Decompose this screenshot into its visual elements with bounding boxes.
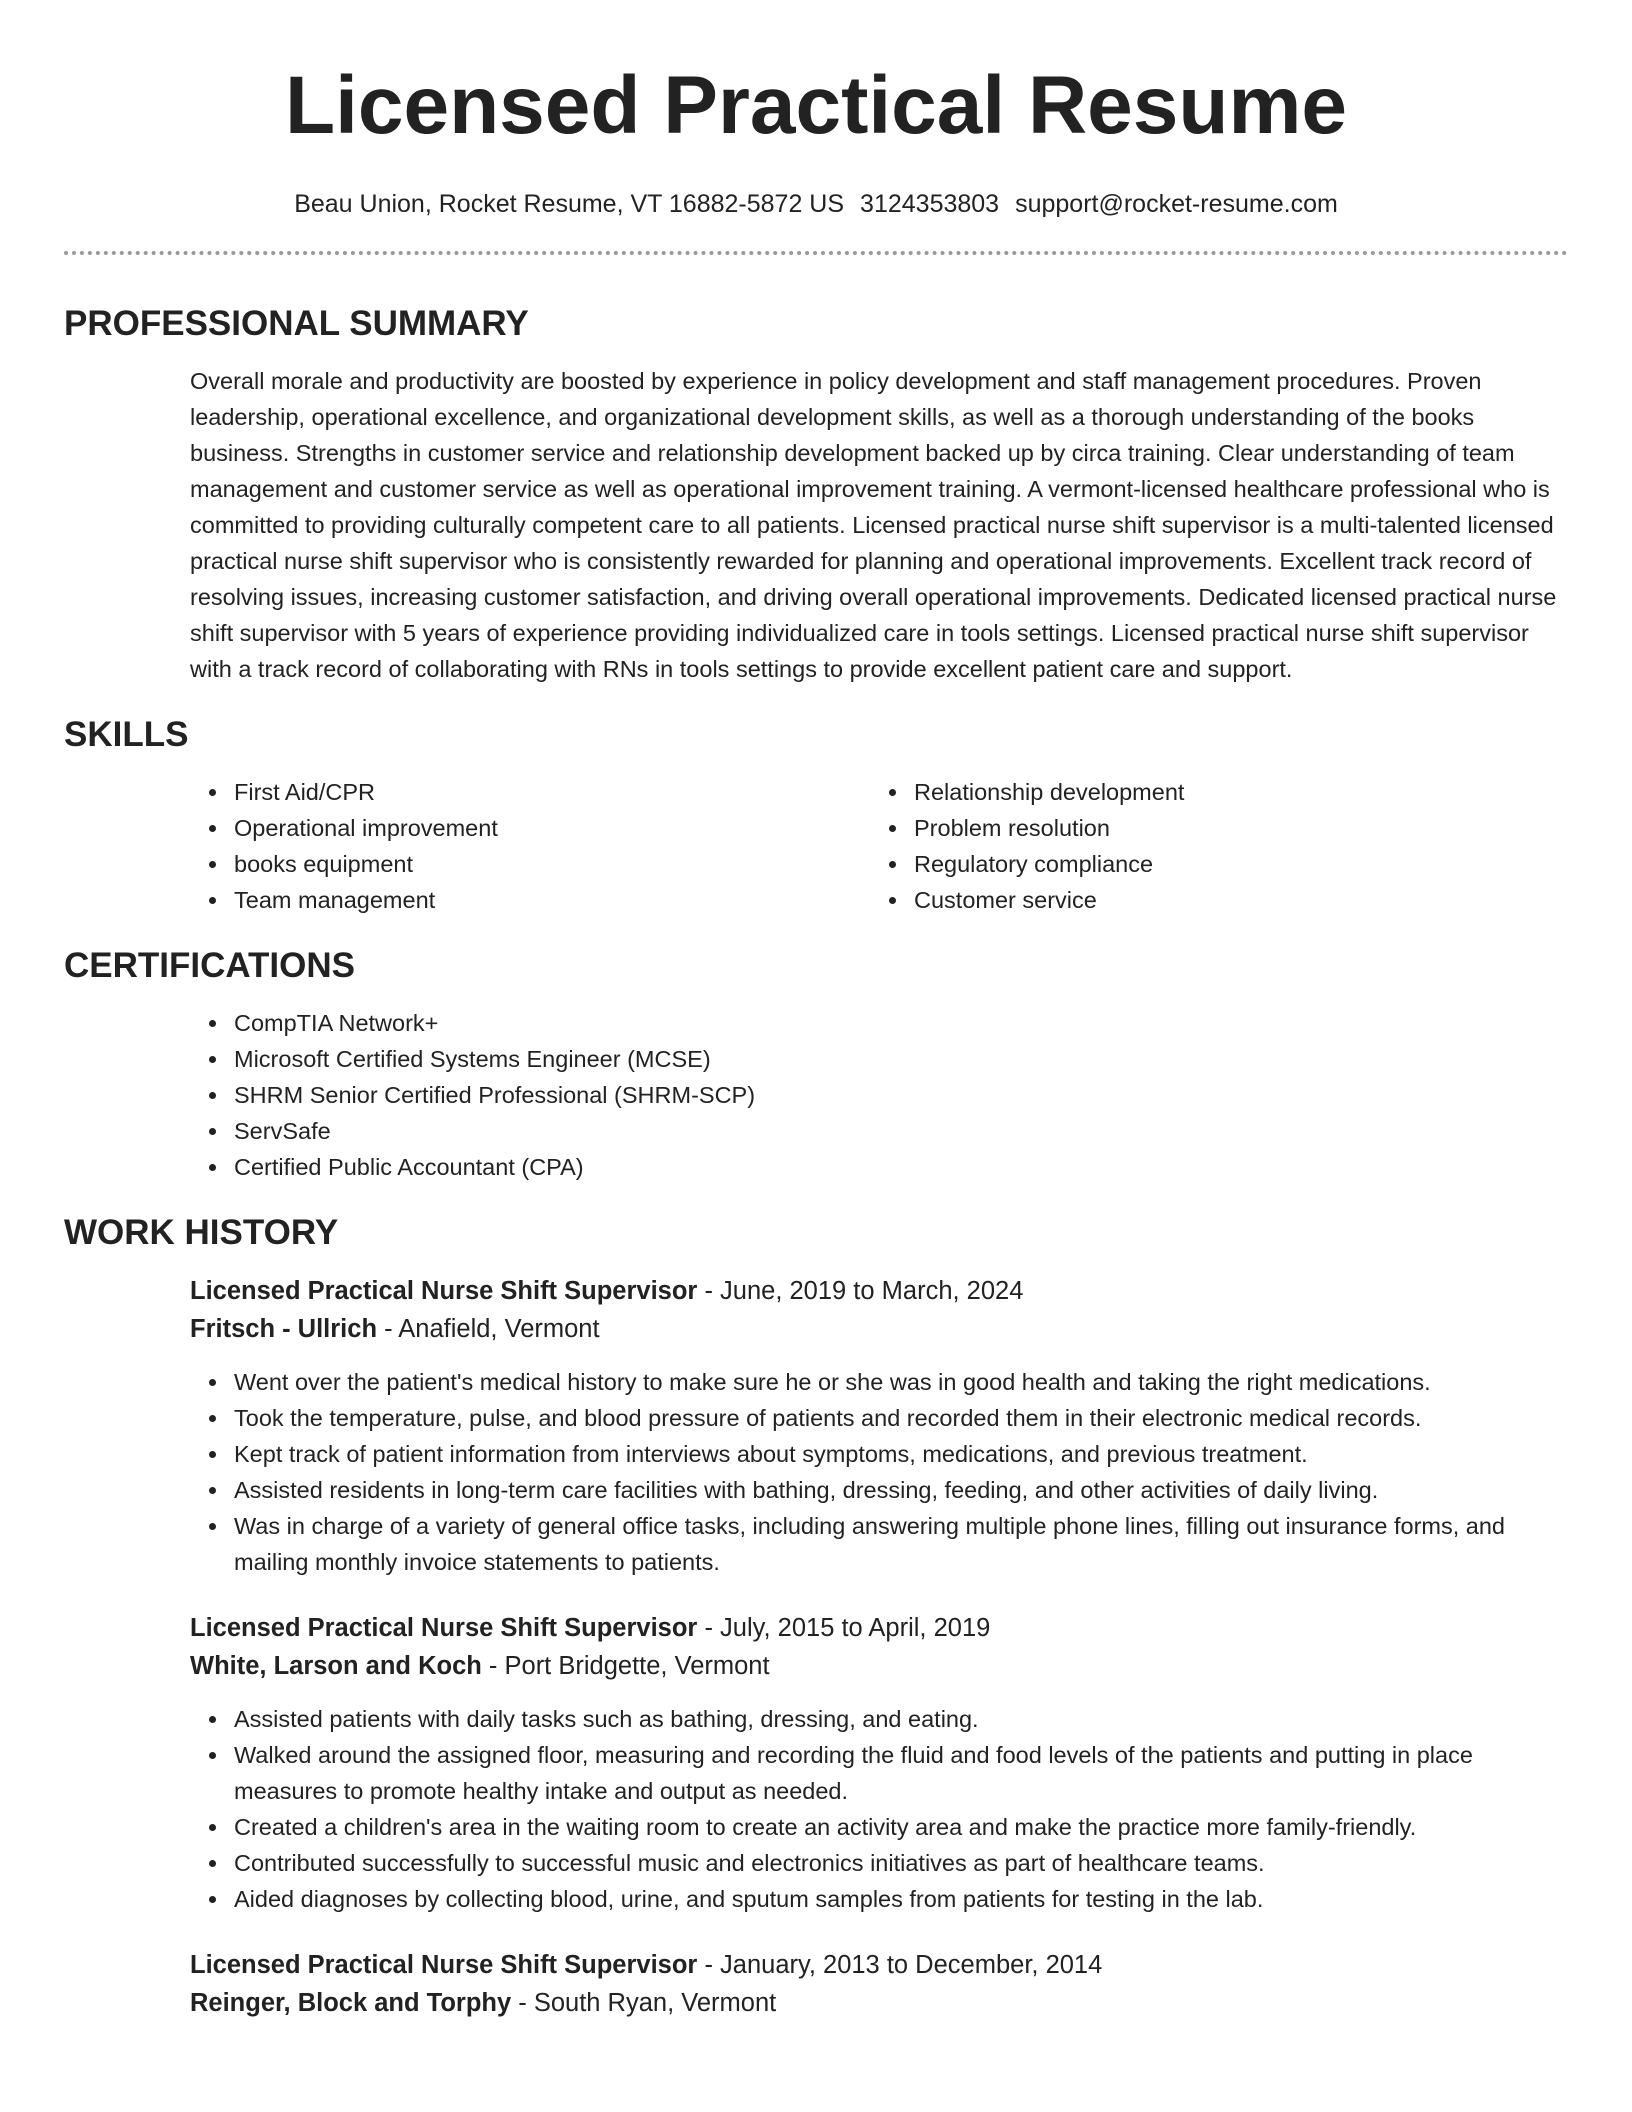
skill-item: books equipment bbox=[234, 846, 870, 882]
skill-item: Team management bbox=[234, 882, 870, 918]
certifications-section bbox=[64, 944, 1568, 1185]
job-company-line bbox=[190, 1310, 1568, 1348]
job-entry bbox=[190, 1272, 1568, 1580]
contact-phone: 3124353803 bbox=[860, 190, 1000, 218]
job-title: Licensed Practical Nurse Shift Supervisor bbox=[190, 1277, 698, 1305]
job-company-line bbox=[190, 1984, 1568, 2022]
job-duty: Was in charge of a variety of general office tasks, including answering multiple phone lines, filling out insurance forms, and mailing monthly invoice statements to patients. bbox=[234, 1508, 1568, 1580]
job-duty: Assisted residents in long-term care facilities with bathing, dressing, feeding, and other activities of daily living. bbox=[234, 1472, 1568, 1508]
job-duty: Took the temperature, pulse, and blood pressure of patients and recorded them in their electronic medical records. bbox=[234, 1400, 1568, 1436]
job-entry bbox=[190, 1946, 1568, 2022]
job-location: - Anafield, Vermont bbox=[377, 1315, 600, 1343]
job-company: Fritsch - Ullrich bbox=[190, 1315, 378, 1343]
job-dates: - July, 2015 to April, 2019 bbox=[697, 1614, 991, 1642]
job-dates: - June, 2019 to March, 2024 bbox=[697, 1277, 1024, 1305]
skills-heading: SKILLS bbox=[64, 715, 189, 754]
certification-item: SHRM Senior Certified Professional (SHRM-SCP) bbox=[234, 1077, 1568, 1113]
resume-title: Licensed Practical Resume bbox=[285, 60, 1347, 151]
job-dates: - January, 2013 to December, 2014 bbox=[697, 1951, 1103, 1979]
certification-item: Certified Public Accountant (CPA) bbox=[234, 1149, 1568, 1185]
job-title-line bbox=[190, 1609, 1568, 1647]
skills-column-right bbox=[870, 774, 1550, 918]
job-location: - South Ryan, Vermont bbox=[511, 1989, 777, 2017]
header-divider bbox=[64, 251, 1568, 255]
job-title: Licensed Practical Nurse Shift Supervisor bbox=[190, 1614, 698, 1642]
job-duty: Created a children's area in the waiting room to create an activity area and make the practice more family-friendly. bbox=[234, 1809, 1568, 1845]
job-duty: Went over the patient's medical history to make sure he or she was in good health and taking the right medications. bbox=[234, 1364, 1568, 1400]
job-duty: Aided diagnoses by collecting blood, urine, and sputum samples from patients for testing in the lab. bbox=[234, 1881, 1568, 1917]
job-title: Licensed Practical Nurse Shift Supervisor bbox=[190, 1951, 698, 1979]
job-duty: Walked around the assigned floor, measuring and recording the fluid and food levels of the patients and putting in place measures to promote healthy intake and output as needed. bbox=[234, 1737, 1568, 1809]
job-duty: Contributed successfully to successful music and electronics initiatives as part of healthcare teams. bbox=[234, 1845, 1568, 1881]
certification-item: ServSafe bbox=[234, 1113, 1568, 1149]
work-history-section bbox=[64, 1211, 1568, 2022]
skills-list-right bbox=[870, 774, 1550, 918]
certifications-heading: CERTIFICATIONS bbox=[64, 946, 356, 985]
job-duty: Kept track of patient information from interviews about symptoms, medications, and previous treatment. bbox=[234, 1436, 1568, 1472]
summary-text: Overall morale and productivity are boosted by experience in policy development and staff management procedures. Proven leadership, operational excellence, and organizational development skills, as well as a thorough understanding of the books business. Strengths in customer service and relationship development backed up by circa training. Clear understanding of team management and customer service as well as operational improvement training. A vermont-licensed healthcare professional who is committed to providing culturally competent care to all patients. Licensed practical nurse shift supervisor is a multi-talented licensed practical nurse shift supervisor who is consistently rewarded for planning and operational improvements. Excellent track record of resolving issues, increasing customer satisfaction, and driving overall operational improvements. Dedicated licensed practical nurse shift supervisor with 5 years of experience providing individualized care in tools settings. Licensed practical nurse shift supervisor with a track record of collaborating with RNs in tools settings to provide excellent patient care and support. bbox=[190, 368, 1557, 682]
resume-page bbox=[64, 0, 1568, 2022]
skill-item: First Aid/CPR bbox=[234, 774, 870, 810]
skill-item: Customer service bbox=[914, 882, 1550, 918]
summary-heading: PROFESSIONAL SUMMARY bbox=[64, 304, 529, 343]
certification-item: CompTIA Network+ bbox=[234, 1005, 1568, 1041]
skills-list-left bbox=[190, 774, 870, 918]
contact-line bbox=[64, 188, 1568, 220]
skills-column-left bbox=[190, 774, 870, 918]
certifications-list bbox=[190, 1005, 1568, 1185]
job-title-line bbox=[190, 1272, 1568, 1310]
job-company: White, Larson and Koch bbox=[190, 1652, 482, 1680]
job-entry bbox=[190, 1609, 1568, 1917]
skill-item: Relationship development bbox=[914, 774, 1550, 810]
skill-item: Regulatory compliance bbox=[914, 846, 1550, 882]
contact-email: support@rocket-resume.com bbox=[1015, 190, 1338, 218]
job-company-line bbox=[190, 1647, 1568, 1685]
job-duties-list bbox=[190, 1701, 1568, 1917]
job-location: - Port Bridgette, Vermont bbox=[481, 1652, 770, 1680]
skills-section bbox=[64, 713, 1568, 918]
summary-section bbox=[64, 302, 1568, 687]
job-title-line bbox=[190, 1946, 1568, 1984]
job-company: Reinger, Block and Torphy bbox=[190, 1989, 512, 2017]
skill-item: Problem resolution bbox=[914, 810, 1550, 846]
job-duties-list bbox=[190, 1364, 1568, 1580]
work-history-heading: WORK HISTORY bbox=[64, 1213, 339, 1252]
job-duty: Assisted patients with daily tasks such as bathing, dressing, and eating. bbox=[234, 1701, 1568, 1737]
contact-address: Beau Union, Rocket Resume, VT 16882-5872 US bbox=[294, 190, 845, 218]
skill-item: Operational improvement bbox=[234, 810, 870, 846]
certification-item: Microsoft Certified Systems Engineer (MCSE) bbox=[234, 1041, 1568, 1077]
